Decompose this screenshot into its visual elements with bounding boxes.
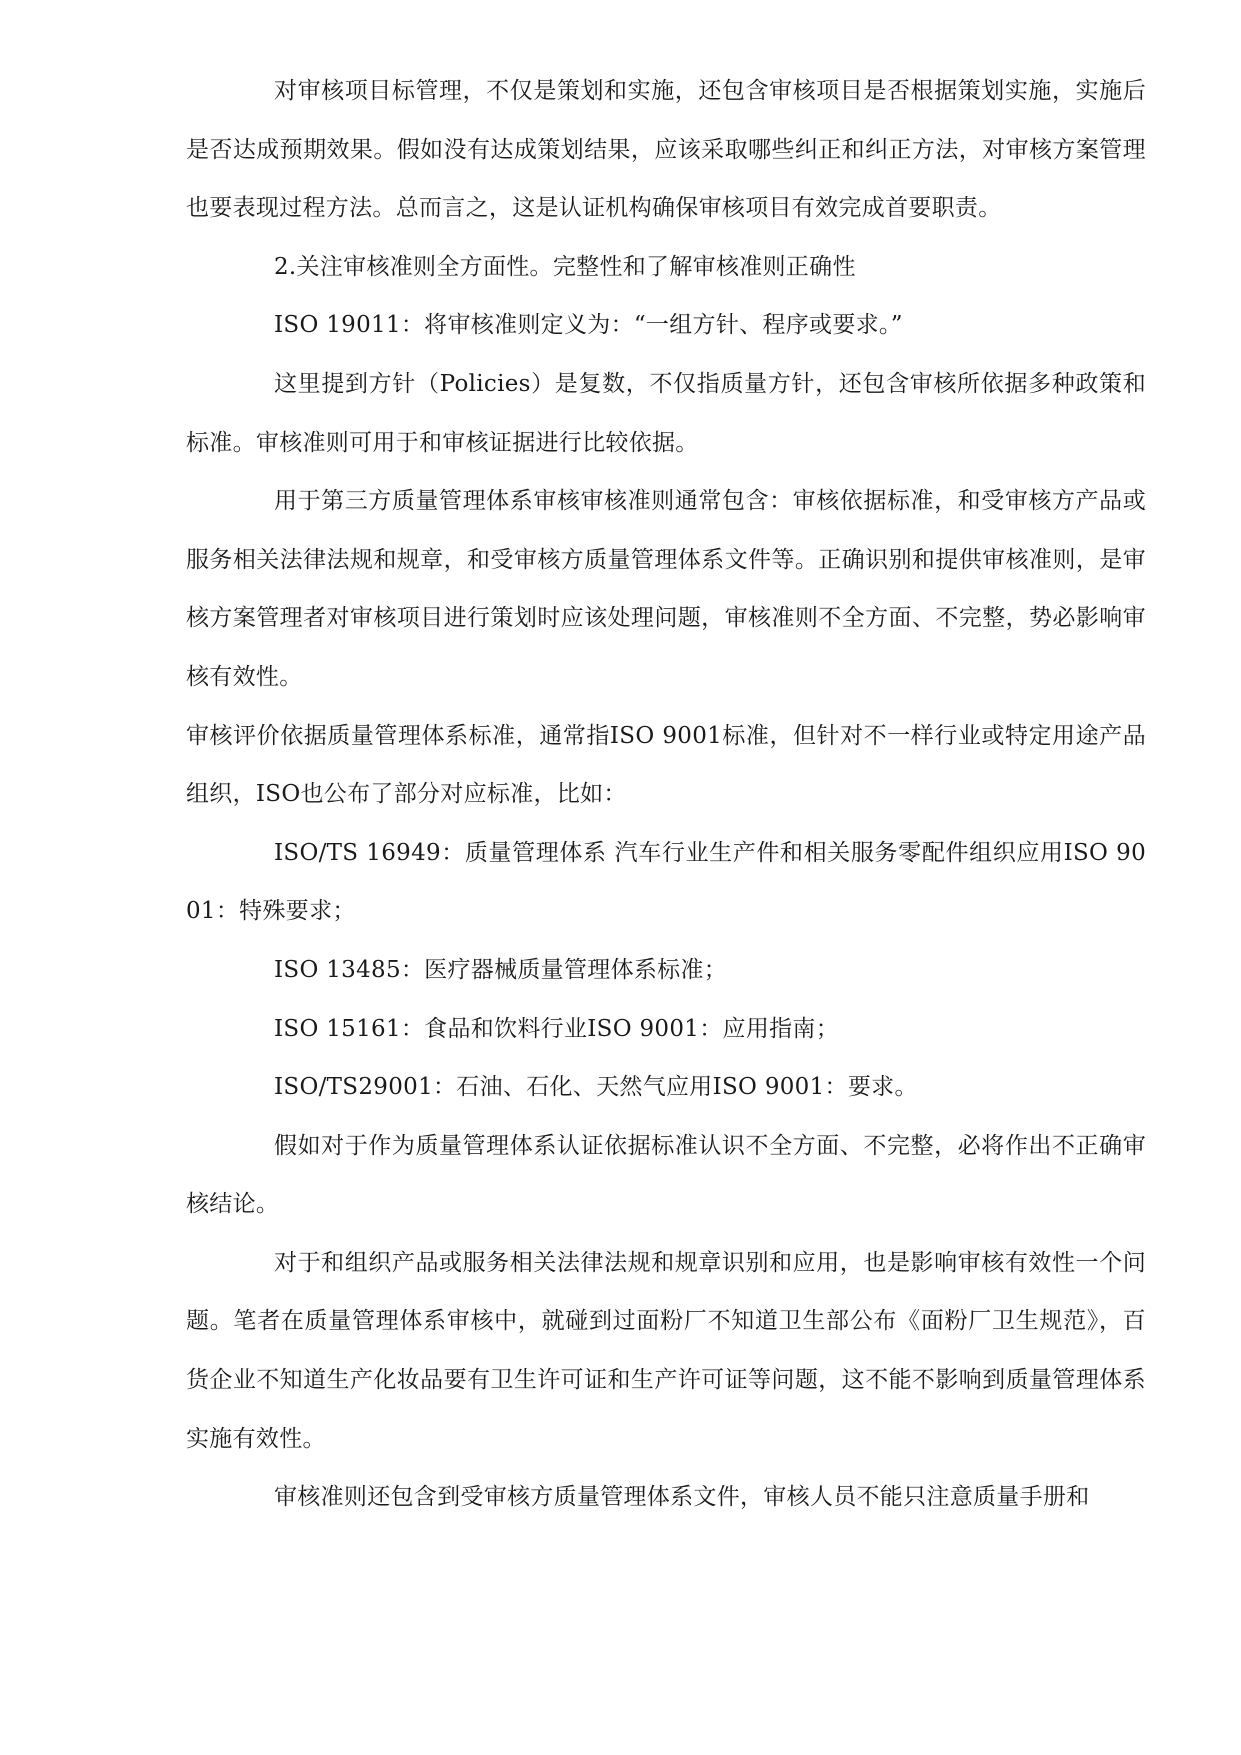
paragraph-laws-regulations: 对于和组织产品或服务相关法律法规和规章识别和应用，也是影响审核有效性一个问题。笔者在质量管理体系审核中，就碰到过面粉厂不知道卫生部公布《面粉厂卫生规范》，百货企业不知道生产化妆品要有卫生许可证和生产许可证等问题，这不能不影响到质量管理体系实施有效性。 bbox=[186, 1249, 1146, 1452]
paragraph-policies: 这里提到方针（Policies）是复数，不仅指质量方针，还包含审核所依据多种政策和标准。审核准则可用于和审核证据进行比较依据。 bbox=[186, 370, 1146, 456]
list-item-iso-15161: ISO 15161：食品和饮料行业ISO 9001：应用指南； bbox=[274, 1015, 840, 1042]
paragraph-third-party-criteria: 用于第三方质量管理体系审核审核准则通常包含：审核依据标准，和受审核方产品或服务相关法律法规和规章，和受审核方质量管理体系文件等。正确识别和提供审核准则，是审核方案管理者对审核项目进行策划时应该处理问题，审核准则不全方面、不完整，势必影响审核有效性。 bbox=[186, 488, 1146, 690]
paragraph-audit-project-management: 对审核项目标管理，不仅是策划和实施，还包含审核项目是否根据策划实施，实施后是否达成预期效果。假如没有达成策划结果，应该采取哪些纠正和纠正方法，对审核方案管理也要表现过程方法。总而言之，这是认证机构确保审核项目有效完成首要职责。 bbox=[186, 78, 1146, 222]
document-page bbox=[186, 62, 1146, 1527]
paragraph-iso9001-standards: 审核评价依据质量管理体系标准，通常指ISO 9001标准，但针对不一样行业或特定用途产品组织，ISO也公布了部分对应标准，比如： bbox=[186, 722, 1146, 808]
paragraph-incomplete-understanding: 假如对于作为质量管理体系认证依据标准认识不全方面、不完整，必将作出不正确审核结论。 bbox=[186, 1132, 1146, 1218]
list-item-iso-13485: ISO 13485：医疗器械质量管理体系标准； bbox=[274, 956, 728, 983]
list-item-iso-ts-29001: ISO/TS29001：石油、石化、天然气应用ISO 9001：要求。 bbox=[274, 1074, 918, 1101]
paragraph-iso19011-definition: ISO 19011：将审核准则定义为：“一组方针、程序或要求。” bbox=[274, 312, 903, 339]
paragraph-qms-documents: 审核准则还包含到受审核方质量管理体系文件，审核人员不能只注意质量手册和 bbox=[274, 1484, 1090, 1511]
section-heading-audit-criteria: 2.关注审核准则全方面性。完整性和了解审核准则正确性 bbox=[274, 253, 856, 280]
list-item-iso-ts-16949: ISO/TS 16949：质量管理体系 汽车行业生产件和相关服务零配件组织应用ISO 9001：特殊要求； bbox=[186, 839, 1146, 925]
